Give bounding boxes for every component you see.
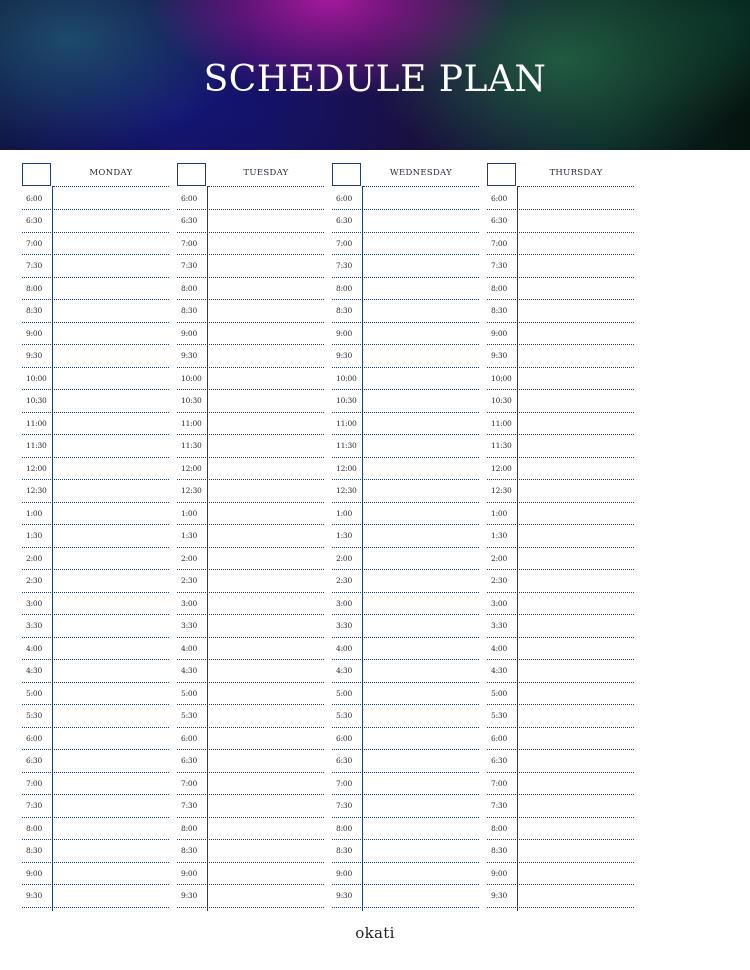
time-label: 11:30	[26, 441, 47, 450]
day-column-monday	[22, 163, 169, 913]
time-label: 3:30	[26, 621, 43, 630]
time-slot-row[interactable]	[177, 638, 324, 661]
time-slot-row[interactable]	[22, 368, 169, 391]
time-label: 9:30	[336, 351, 353, 360]
time-slot-row[interactable]	[487, 818, 634, 841]
time-slot-row[interactable]	[177, 525, 324, 548]
time-label: 8:30	[26, 846, 43, 855]
time-slot-row[interactable]	[177, 548, 324, 571]
time-label: 10:00	[336, 373, 357, 383]
time-slot-row[interactable]	[487, 345, 634, 368]
time-slot-row[interactable]	[22, 413, 169, 436]
time-slot-row[interactable]	[22, 795, 169, 818]
time-slot-row[interactable]	[487, 615, 634, 638]
time-slot-row[interactable]	[332, 750, 479, 773]
day-checkbox[interactable]	[22, 163, 51, 186]
time-label: 9:00	[336, 328, 353, 338]
time-slot-row[interactable]	[22, 863, 169, 886]
time-label: 8:00	[336, 283, 353, 293]
time-label: 8:30	[181, 306, 198, 315]
time-slot-row[interactable]	[22, 773, 169, 796]
time-label: 9:30	[491, 891, 508, 900]
time-slot-row[interactable]	[177, 728, 324, 751]
time-slot-row[interactable]	[22, 818, 169, 841]
time-slot-row[interactable]	[487, 570, 634, 593]
time-slot-row[interactable]	[332, 278, 479, 301]
time-slot-row[interactable]	[332, 773, 479, 796]
time-label: 4:30	[181, 666, 198, 675]
time-slot-row[interactable]	[332, 795, 479, 818]
time-label: 9:30	[491, 351, 508, 360]
time-slot-row[interactable]	[487, 435, 634, 458]
time-label: 6:30	[336, 756, 353, 765]
time-label: 7:30	[336, 261, 353, 270]
row-divider	[177, 907, 324, 908]
time-label: 7:30	[336, 801, 353, 810]
time-label: 11:30	[336, 441, 357, 450]
time-slot-row[interactable]	[332, 233, 479, 256]
time-label: 7:30	[491, 801, 508, 810]
time-label: 11:30	[181, 441, 202, 450]
time-label: 6:00	[336, 733, 353, 743]
time-slot-row[interactable]	[332, 863, 479, 886]
time-slot-row[interactable]	[177, 660, 324, 683]
time-label: 2:00	[336, 553, 353, 563]
page-title: SCHEDULE PLAN	[203, 59, 547, 100]
time-label: 6:30	[491, 756, 508, 765]
time-label: 2:00	[26, 553, 43, 563]
time-label: 12:30	[491, 486, 512, 495]
time-slot-row[interactable]	[487, 458, 634, 481]
time-label: 9:00	[491, 328, 508, 338]
time-label: 8:00	[491, 823, 508, 833]
time-label: 12:30	[26, 486, 47, 495]
time-label: 8:00	[181, 283, 198, 293]
time-slot-row[interactable]	[22, 525, 169, 548]
time-slot-row[interactable]	[332, 728, 479, 751]
time-label: 8:30	[491, 306, 508, 315]
time-label: 6:00	[181, 733, 198, 743]
time-label: 8:00	[26, 823, 43, 833]
time-slot-row[interactable]	[177, 255, 324, 278]
time-label: 11:00	[491, 418, 512, 428]
time-slot-row[interactable]	[332, 503, 479, 526]
time-label: 4:00	[181, 643, 198, 653]
time-label: 2:30	[336, 576, 353, 585]
time-label: 1:30	[26, 531, 43, 540]
time-slot-row[interactable]	[487, 233, 634, 256]
time-label: 8:00	[26, 283, 43, 293]
header-banner	[0, 0, 750, 150]
time-label: 5:30	[491, 711, 508, 720]
time-label: 9:30	[181, 891, 198, 900]
row-divider	[332, 907, 479, 908]
time-label: 2:30	[181, 576, 198, 585]
time-slot-row[interactable]	[487, 480, 634, 503]
time-slot-row[interactable]	[177, 278, 324, 301]
time-label: 9:00	[491, 868, 508, 878]
time-slot-row[interactable]	[22, 300, 169, 323]
time-slot-row[interactable]	[177, 323, 324, 346]
time-label: 12:00	[491, 463, 512, 473]
time-slot-row[interactable]	[332, 345, 479, 368]
time-label: 12:00	[336, 463, 357, 473]
time-label: 7:00	[181, 778, 198, 788]
time-label: 8:30	[336, 306, 353, 315]
time-slot-row[interactable]	[177, 458, 324, 481]
time-label: 9:00	[181, 868, 198, 878]
time-slot-row[interactable]	[332, 705, 479, 728]
time-label: 1:00	[26, 508, 43, 518]
row-divider	[487, 907, 634, 908]
time-label: 1:30	[181, 531, 198, 540]
time-slot-row[interactable]	[487, 300, 634, 323]
time-label: 6:30	[181, 216, 198, 225]
time-slot-row[interactable]	[22, 705, 169, 728]
time-slot-row[interactable]	[22, 278, 169, 301]
time-label: 4:00	[26, 643, 43, 653]
time-label: 7:00	[26, 778, 43, 788]
time-label: 3:30	[491, 621, 508, 630]
time-slot-row[interactable]	[22, 390, 169, 413]
time-label: 3:00	[181, 598, 198, 608]
time-slot-row[interactable]	[487, 795, 634, 818]
time-label: 5:30	[181, 711, 198, 720]
day-column-thursday	[487, 163, 634, 913]
time-slot-row[interactable]	[332, 548, 479, 571]
time-label: 6:00	[491, 733, 508, 743]
time-label: 3:00	[26, 598, 43, 608]
time-label: 6:30	[336, 216, 353, 225]
time-slot-row[interactable]	[487, 728, 634, 751]
time-slot-row[interactable]	[22, 728, 169, 751]
time-slot-row[interactable]	[332, 300, 479, 323]
time-slot-row[interactable]	[332, 458, 479, 481]
time-slot-row[interactable]	[487, 368, 634, 391]
time-slot-row[interactable]	[487, 548, 634, 571]
time-slot-row[interactable]	[487, 638, 634, 661]
time-slot-row[interactable]	[487, 885, 634, 908]
time-slot-row[interactable]	[177, 300, 324, 323]
time-label: 8:00	[336, 823, 353, 833]
time-label: 11:00	[26, 418, 47, 428]
time-slot-row[interactable]	[22, 593, 169, 616]
time-slot-row[interactable]	[22, 840, 169, 863]
time-label: 6:00	[491, 193, 508, 203]
time-slot-row[interactable]	[22, 345, 169, 368]
time-slot-row[interactable]	[332, 615, 479, 638]
time-slot-row[interactable]	[332, 818, 479, 841]
time-slot-row[interactable]	[22, 188, 169, 211]
time-slot-row[interactable]	[22, 548, 169, 571]
time-label: 2:00	[181, 553, 198, 563]
time-slot-row[interactable]	[332, 840, 479, 863]
time-label: 8:00	[491, 283, 508, 293]
time-label: 8:30	[491, 846, 508, 855]
time-label: 1:00	[336, 508, 353, 518]
time-label: 6:00	[181, 193, 198, 203]
time-slot-row[interactable]	[487, 660, 634, 683]
time-slot-row[interactable]	[487, 863, 634, 886]
time-slot-row[interactable]	[332, 323, 479, 346]
time-slot-row[interactable]	[22, 750, 169, 773]
time-slot-row[interactable]	[332, 885, 479, 908]
time-label: 12:30	[181, 486, 202, 495]
time-slot-row[interactable]	[22, 885, 169, 908]
time-slot-row[interactable]	[332, 188, 479, 211]
time-label: 6:00	[336, 193, 353, 203]
time-label: 6:30	[181, 756, 198, 765]
time-label: 9:00	[181, 328, 198, 338]
time-slot-row[interactable]	[487, 705, 634, 728]
time-slot-row[interactable]	[177, 615, 324, 638]
time-label: 5:00	[181, 688, 198, 698]
time-slot-row[interactable]	[487, 390, 634, 413]
time-label: 4:00	[491, 643, 508, 653]
time-label: 5:00	[26, 688, 43, 698]
time-slot-row[interactable]	[177, 390, 324, 413]
time-slot-row[interactable]	[177, 863, 324, 886]
time-label: 1:00	[181, 508, 198, 518]
time-slot-row[interactable]	[22, 458, 169, 481]
time-slot-row[interactable]	[177, 368, 324, 391]
time-slot-row[interactable]	[332, 593, 479, 616]
time-slot-row[interactable]	[332, 255, 479, 278]
day-checkbox[interactable]	[332, 163, 361, 186]
time-slot-row[interactable]	[22, 233, 169, 256]
time-slot-row[interactable]	[177, 750, 324, 773]
time-label: 10:30	[491, 396, 512, 405]
time-slot-row[interactable]	[332, 570, 479, 593]
time-slot-row[interactable]	[177, 818, 324, 841]
time-label: 10:00	[491, 373, 512, 383]
day-label: WEDNESDAY	[389, 168, 453, 178]
time-label: 2:30	[491, 576, 508, 585]
time-slot-row[interactable]	[487, 750, 634, 773]
time-slot-row[interactable]	[22, 255, 169, 278]
time-label: 7:30	[181, 261, 198, 270]
time-slot-row[interactable]	[177, 413, 324, 436]
time-label: 7:30	[26, 801, 43, 810]
time-label: 9:00	[26, 868, 43, 878]
time-slot-row[interactable]	[487, 255, 634, 278]
time-slot-row[interactable]	[22, 435, 169, 458]
time-label: 4:30	[336, 666, 353, 675]
time-label: 5:30	[336, 711, 353, 720]
time-label: 10:00	[26, 373, 47, 383]
time-label: 8:30	[336, 846, 353, 855]
time-slot-row[interactable]	[487, 413, 634, 436]
row-divider	[22, 907, 169, 908]
day-label: THURSDAY	[549, 168, 603, 178]
time-label: 10:30	[181, 396, 202, 405]
time-slot-row[interactable]	[487, 188, 634, 211]
time-slot-row[interactable]	[22, 615, 169, 638]
time-label: 7:30	[181, 801, 198, 810]
time-label: 12:00	[26, 463, 47, 473]
time-slot-row[interactable]	[177, 480, 324, 503]
time-slot-row[interactable]	[332, 390, 479, 413]
time-label: 1:00	[491, 508, 508, 518]
time-slot-row[interactable]	[487, 683, 634, 706]
time-label: 6:30	[26, 216, 43, 225]
time-label: 7:30	[26, 261, 43, 270]
day-label: MONDAY	[89, 168, 133, 178]
time-label: 7:00	[26, 238, 43, 248]
time-label: 4:30	[26, 666, 43, 675]
time-label: 9:30	[336, 891, 353, 900]
time-label: 4:30	[491, 666, 508, 675]
time-slot-row[interactable]	[177, 435, 324, 458]
time-slot-row[interactable]	[177, 773, 324, 796]
time-slot-row[interactable]	[22, 323, 169, 346]
time-label: 7:00	[181, 238, 198, 248]
time-slot-row[interactable]	[487, 593, 634, 616]
time-label: 1:30	[491, 531, 508, 540]
time-slot-row[interactable]	[177, 885, 324, 908]
time-label: 9:30	[26, 351, 43, 360]
time-slot-row[interactable]	[177, 705, 324, 728]
time-slot-row[interactable]	[177, 345, 324, 368]
time-label: 6:30	[491, 216, 508, 225]
time-slot-row[interactable]	[332, 210, 479, 233]
time-slot-row[interactable]	[22, 570, 169, 593]
time-slot-row[interactable]	[177, 795, 324, 818]
time-slot-row[interactable]	[177, 233, 324, 256]
time-label: 7:00	[491, 778, 508, 788]
time-label: 7:30	[491, 261, 508, 270]
time-slot-row[interactable]	[487, 773, 634, 796]
time-slot-row[interactable]	[177, 840, 324, 863]
time-label: 6:00	[26, 733, 43, 743]
time-slot-row[interactable]	[332, 435, 479, 458]
time-slot-row[interactable]	[487, 840, 634, 863]
time-label: 3:00	[336, 598, 353, 608]
time-label: 6:30	[26, 756, 43, 765]
time-label: 6:00	[26, 193, 43, 203]
time-slot-row[interactable]	[22, 210, 169, 233]
time-label: 8:30	[181, 846, 198, 855]
time-label: 10:30	[26, 396, 47, 405]
time-label: 7:00	[336, 238, 353, 248]
time-label: 3:30	[336, 621, 353, 630]
time-slot-row[interactable]	[332, 413, 479, 436]
time-label: 5:00	[491, 688, 508, 698]
day-column-wednesday	[332, 163, 479, 913]
time-slot-row[interactable]	[177, 683, 324, 706]
time-slot-row[interactable]	[332, 660, 479, 683]
time-slot-row[interactable]	[177, 188, 324, 211]
time-label: 10:00	[181, 373, 202, 383]
time-label: 10:30	[336, 396, 357, 405]
time-label: 9:30	[26, 891, 43, 900]
time-slot-row[interactable]	[487, 278, 634, 301]
time-label: 2:30	[26, 576, 43, 585]
time-slot-row[interactable]	[177, 503, 324, 526]
time-label: 12:30	[336, 486, 357, 495]
time-slot-row[interactable]	[177, 593, 324, 616]
brand-logo-text: okati	[355, 924, 395, 942]
day-checkbox[interactable]	[177, 163, 206, 186]
time-slot-row[interactable]	[332, 368, 479, 391]
time-slot-row[interactable]	[332, 525, 479, 548]
time-slot-row[interactable]	[487, 525, 634, 548]
time-label: 8:30	[26, 306, 43, 315]
time-slot-row[interactable]	[332, 683, 479, 706]
time-label: 1:30	[336, 531, 353, 540]
day-checkbox[interactable]	[487, 163, 516, 186]
time-label: 11:00	[181, 418, 202, 428]
time-slot-row[interactable]	[22, 660, 169, 683]
time-slot-row[interactable]	[332, 638, 479, 661]
time-label: 2:00	[491, 553, 508, 563]
time-slot-row[interactable]	[22, 480, 169, 503]
time-label: 5:30	[26, 711, 43, 720]
time-label: 3:30	[181, 621, 198, 630]
time-slot-row[interactable]	[332, 480, 479, 503]
time-label: 12:00	[181, 463, 202, 473]
time-label: 9:00	[26, 328, 43, 338]
time-slot-row[interactable]	[177, 210, 324, 233]
time-label: 9:00	[336, 868, 353, 878]
time-label: 7:00	[336, 778, 353, 788]
day-label: TUESDAY	[243, 168, 289, 178]
time-slot-row[interactable]	[487, 323, 634, 346]
day-column-tuesday	[177, 163, 324, 913]
time-label: 11:30	[491, 441, 512, 450]
time-label: 11:00	[336, 418, 357, 428]
time-label: 4:00	[336, 643, 353, 653]
time-slot-row[interactable]	[487, 210, 634, 233]
time-label: 8:00	[181, 823, 198, 833]
time-label: 5:00	[336, 688, 353, 698]
time-slot-row[interactable]	[22, 638, 169, 661]
time-slot-row[interactable]	[22, 683, 169, 706]
time-label: 3:00	[491, 598, 508, 608]
time-slot-row[interactable]	[487, 503, 634, 526]
time-slot-row[interactable]	[177, 570, 324, 593]
time-slot-row[interactable]	[22, 503, 169, 526]
time-label: 9:30	[181, 351, 198, 360]
time-label: 7:00	[491, 238, 508, 248]
